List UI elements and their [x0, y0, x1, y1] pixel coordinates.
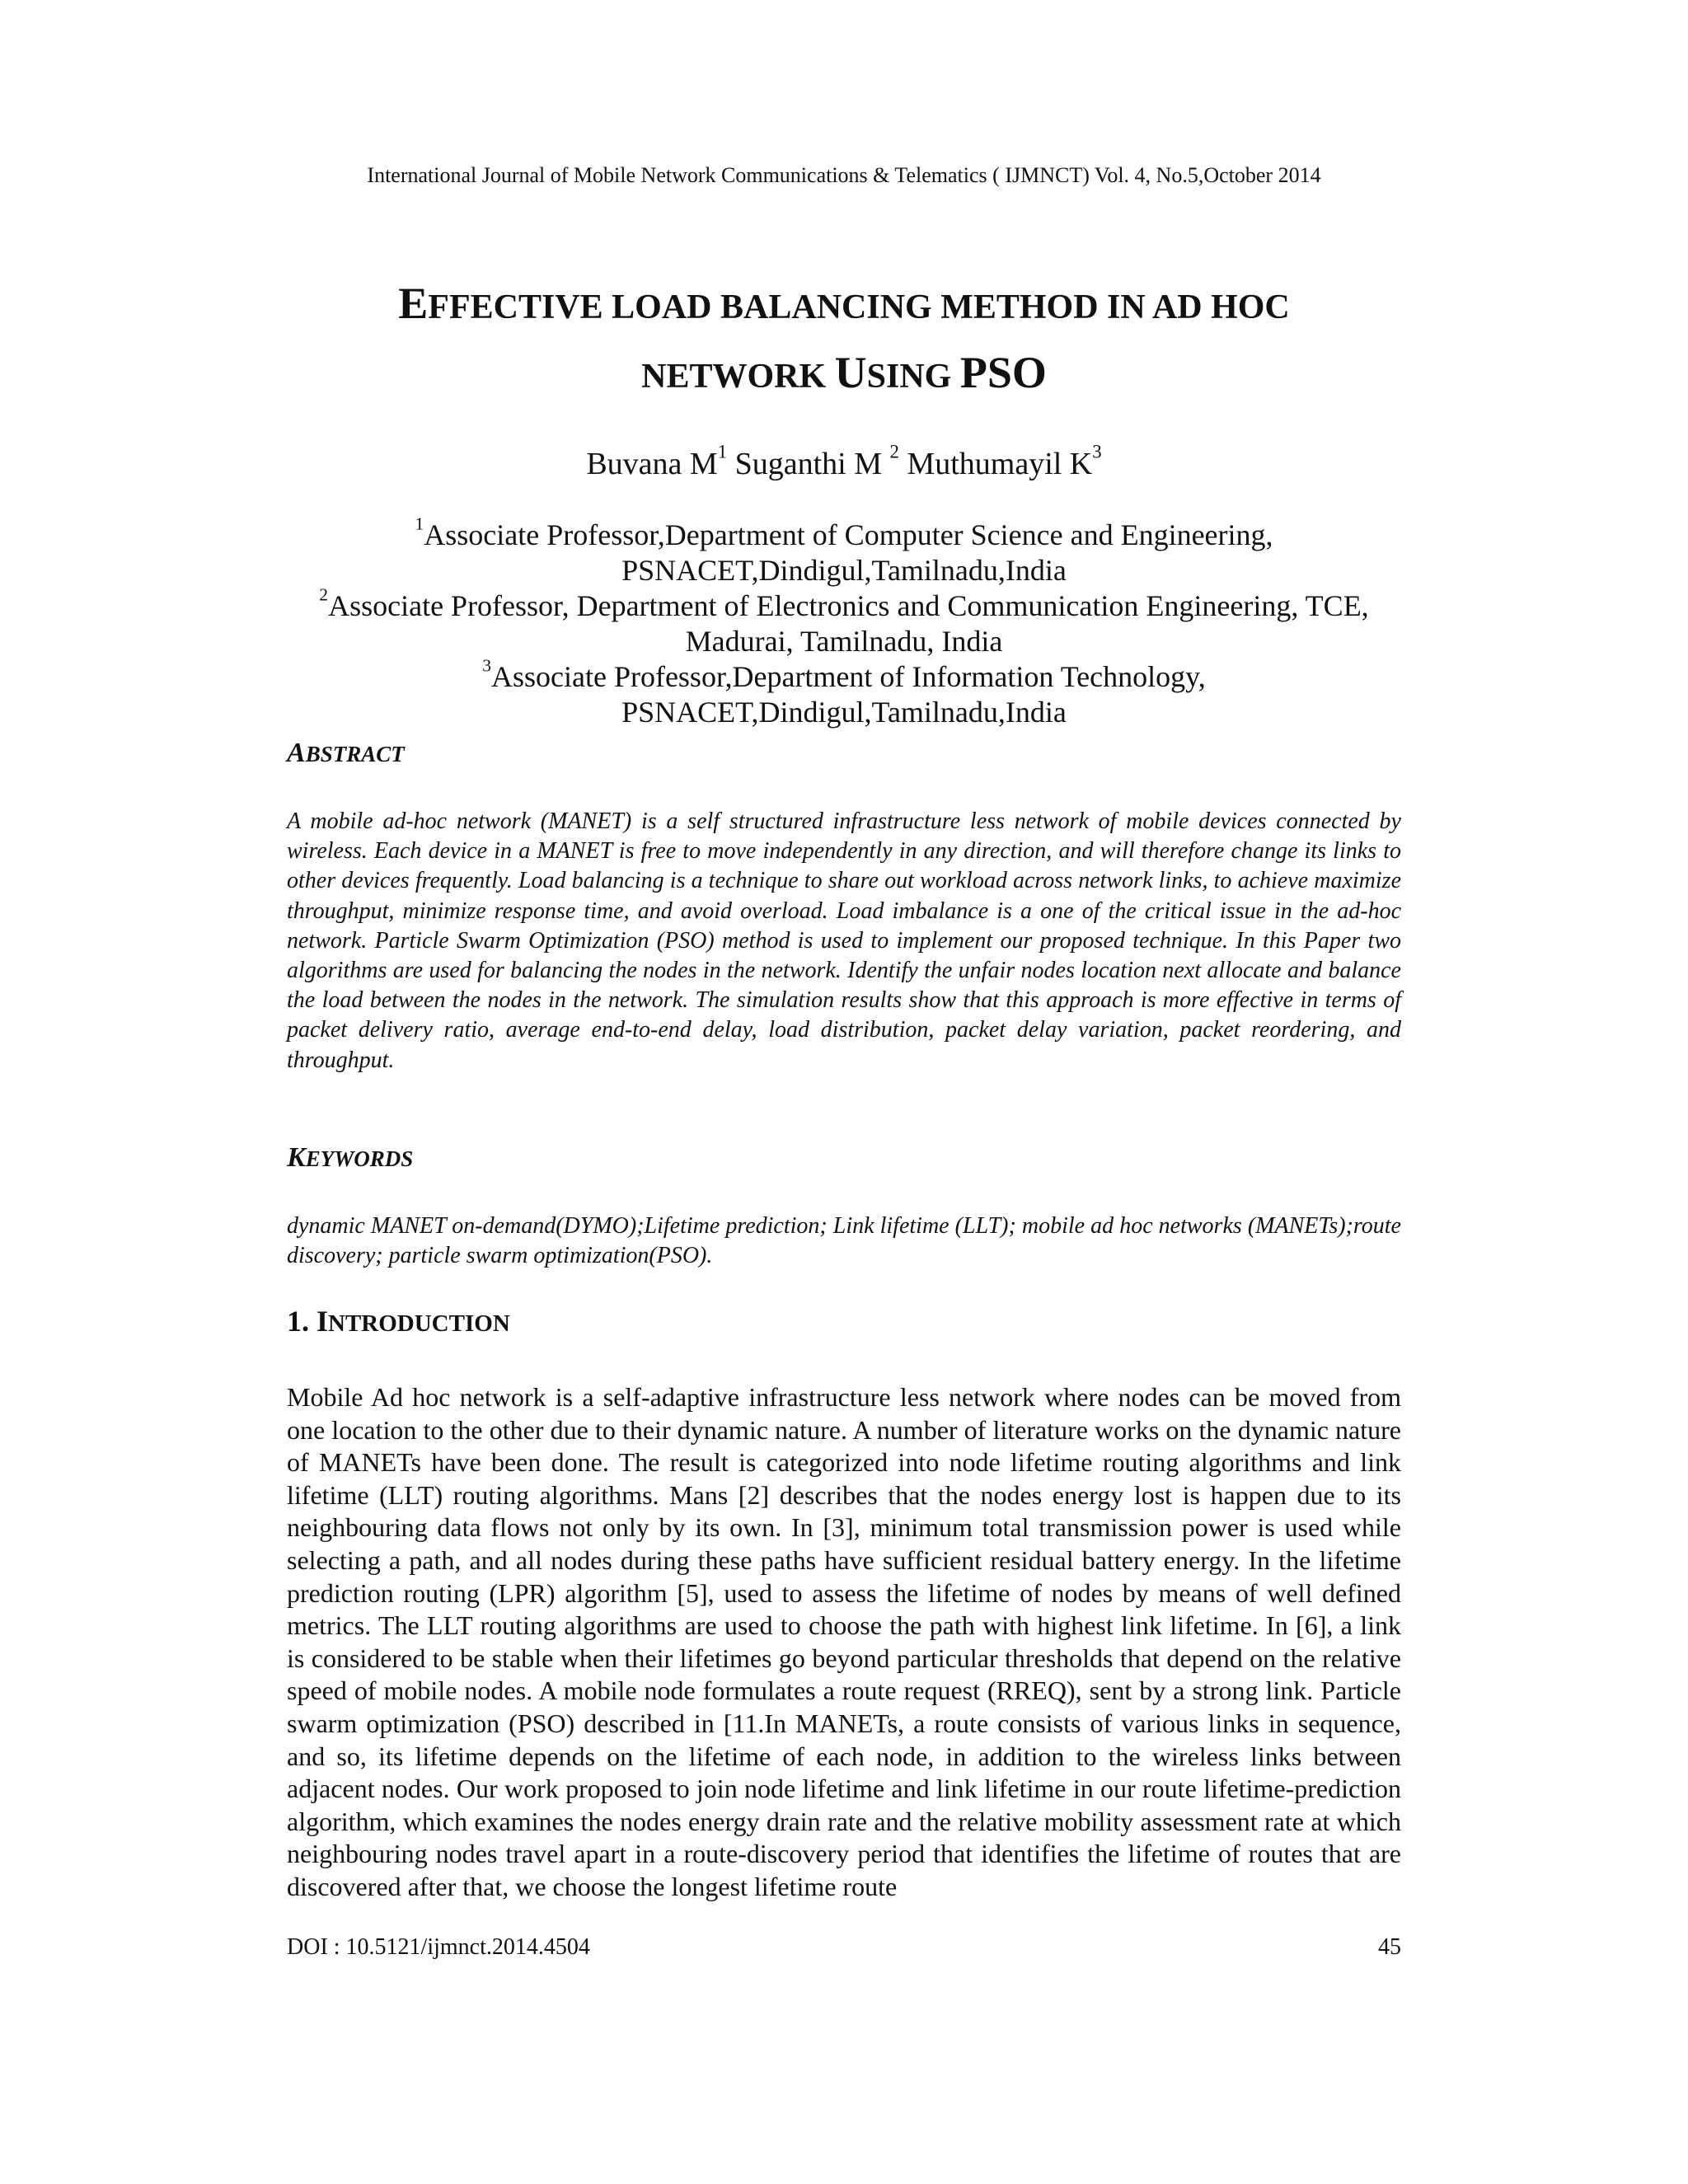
affiliation-1-line-1: $^1$Associate Professor,Department of Computer Science and Engineering,: [415, 513, 1273, 551]
author-2: Suganthi M: [727, 447, 890, 481]
abstract-heading: ABSTRACT: [287, 738, 405, 768]
keywords-heading: KEYWORDS: [287, 1142, 414, 1173]
keywords-body: dynamic MANET on-demand(DYMO);Lifetime prediction; Link lifetime (LLT); mobile ad hoc networks (MANETs);route discovery; particle swarm optimization(PSO).: [287, 1213, 1401, 1268]
doi-footer: DOI : 10.5121/ijmnct.2014.4504: [287, 1934, 590, 1960]
paper-title: [247, 274, 1441, 413]
page-number: 45: [1378, 1934, 1401, 1960]
affiliation-2-line-1: $^2$Associate Professor, Department of Electronics and Communication Engineering, TCE,: [319, 584, 1369, 622]
author-list: Buvana $M^1$ Suganthi M $^2$ Muthumayil $K^3$: [586, 441, 1102, 481]
affiliation-2-line-2: Madurai, Tamilnadu, India: [685, 625, 1003, 658]
author-1: Buvana M: [586, 447, 718, 481]
abstract-body: A mobile ad-hoc network (MANET) is a self structured infrastructure less network of mobile devices connected by wireless. Each device in a MANET is free to move independently in any direction, and will therefore change its links to other devices frequently. Load balancing is a technique to share out workload across network links, to achieve maximize throughput, minimize response time, and avoid overload. Load imbalance is a one of the critical issue in the ad-hoc network. Particle Swarm Optimization (PSO) method is used to implement our proposed technique. In this Paper two algorithms are used for balancing the nodes in the network. Identify the unfair nodes location next allocate and balance the load between the nodes in the network. The simulation results show that this approach is more effective in terms of packet delivery ratio, average end-to-end delay, load distribution, packet delay variation, packet reordering, and throughput.: [287, 808, 1401, 1073]
journal-header: International Journal of Mobile Network Communications & Telematics ( IJMNCT) Vol. 4, No.5,October 2014: [367, 163, 1321, 187]
affiliation-1-line-2: PSNACET,Dindigul,Tamilnadu,India: [621, 554, 1067, 587]
affiliation-3-line-2: PSNACET,Dindigul,Tamilnadu,India: [621, 696, 1067, 729]
title-line-1: EFFECTIVE LOAD BALANCING METHOD IN AD HOC: [398, 279, 1290, 328]
affiliation-3-line-1: $^3$Associate Professor,Department of Information Technology,: [482, 655, 1206, 693]
author-3: Muthumayil K: [898, 447, 1093, 481]
introduction-body: Mobile Ad hoc network is a self-adaptive infrastructure less network where nodes can be moved from one location to the other due to their dynamic nature. A number of literature works on the dynamic nature of MANETs have been done. The result is categorized into node lifetime routing algorithms and link lifetime (LLT) routing algorithms. Mans [2] describes that the nodes energy lost is happen due to its neighbouring data flows not only by its own. In [3], minimum total transmission power is used while selecting a path, and all nodes during these paths have sufficient residual battery energy. In the lifetime prediction routing (LPR) algorithm [5], used to assess the lifetime of nodes by means of well defined metrics. The LLT routing algorithms are used to choose the path with highest link lifetime. In [6], a link is considered to be stable when their lifetimes go beyond particular thresholds that depend on the relative speed of mobile nodes. A mobile node formulates a route request (RREQ), sent by a strong link. Particle swarm optimization (PSO) described in [11.In MANETs, a route consists of various links in sequence, and so, its lifetime depends on the lifetime of each node, in addition to the wireless links between adjacent nodes. Our work proposed to join node lifetime and link lifetime in our route lifetime-prediction algorithm, which examines the nodes energy drain rate and the relative mobility assessment rate at which neighbouring nodes travel apart in a route-discovery period that identifies the lifetime of routes that are discovered after that, we choose the longest lifetime route: [287, 1382, 1401, 1901]
introduction-heading: 1. INTRODUCTION: [287, 1305, 510, 1338]
affiliations: [247, 513, 1441, 730]
title-line-2: NETWORK USING PSO: [641, 348, 1047, 397]
